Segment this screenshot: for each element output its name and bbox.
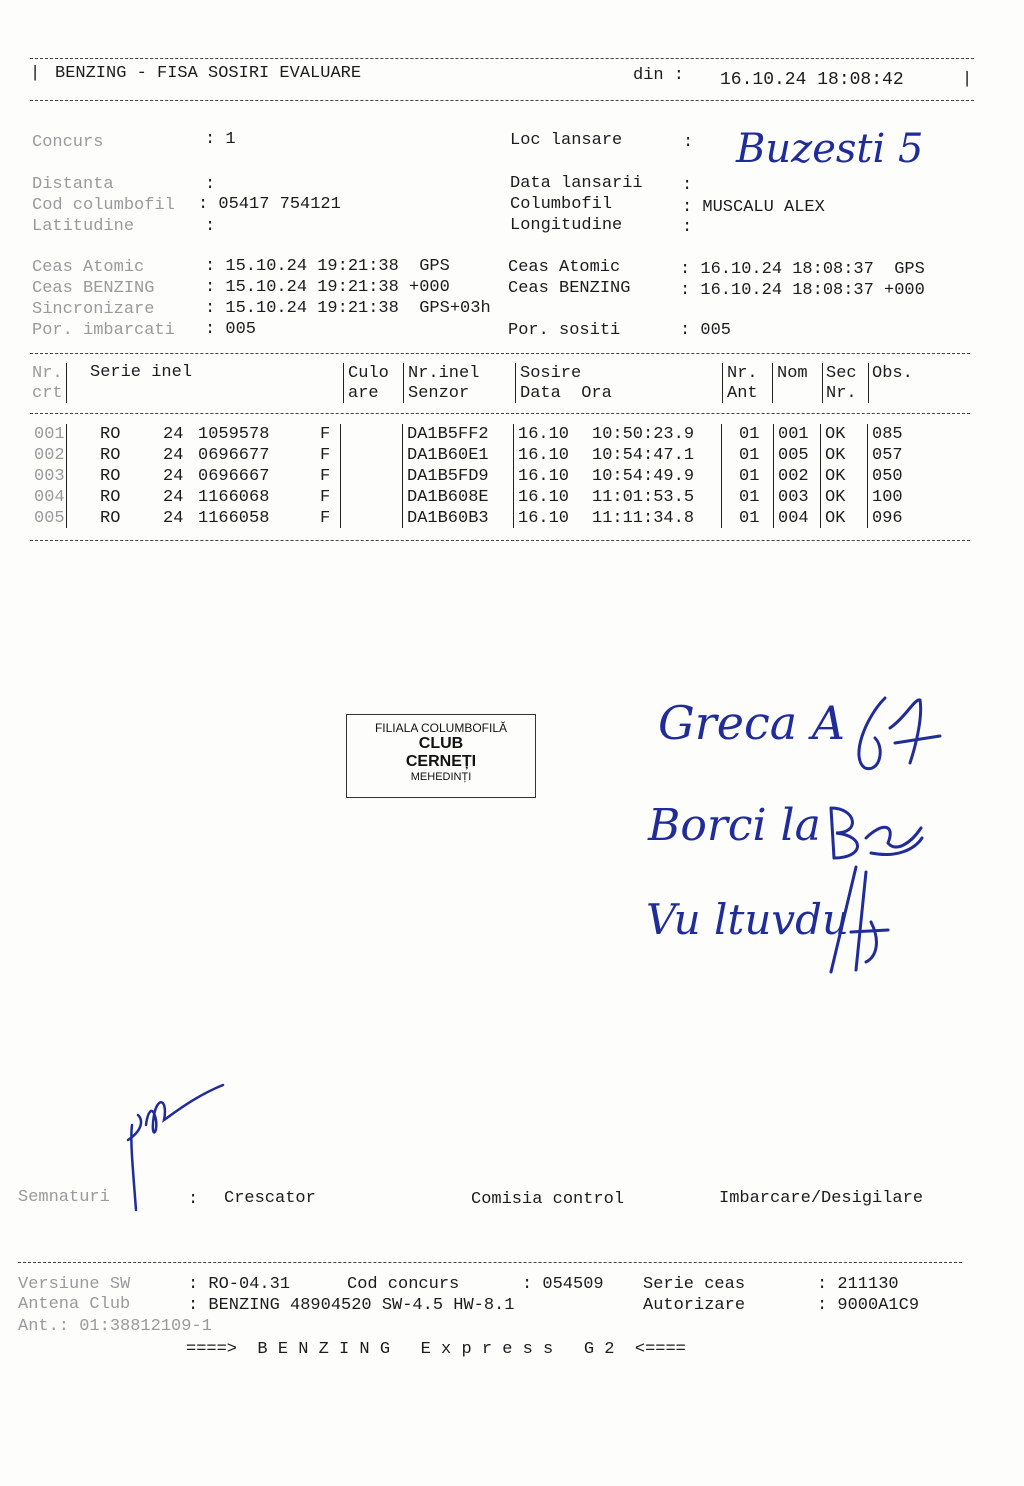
longitudine-label: Longitudine: [510, 216, 623, 235]
crescator-label: Crescator: [224, 1189, 316, 1208]
distanta-value: :: [205, 175, 216, 194]
row-ring-number: 1166068: [198, 488, 270, 507]
print-date: 16.10.24 18:08:42: [720, 70, 904, 90]
data-lansarii-label: Data lansarii: [510, 174, 643, 193]
document-title: BENZING - FISA SOSIRI EVALUARE: [55, 64, 362, 83]
row-country: RO: [100, 488, 121, 507]
row-sep: [773, 424, 774, 528]
handwritten-name-3: Vu ltuvdu: [646, 895, 850, 944]
col-obs-head: Obs.: [872, 364, 913, 383]
row-obs: 096: [872, 509, 903, 528]
row-sensor-id: DA1B60B3: [407, 509, 489, 528]
autorizare-value: : 9000A1C9: [817, 1296, 920, 1315]
stamp-line-4: MEHEDINȚI: [410, 771, 472, 783]
table-top-rule: [30, 353, 970, 354]
row-arrival-date: 16.10: [518, 425, 570, 444]
row-nr: 002: [34, 446, 65, 465]
data-lansarii-value: :: [682, 176, 693, 195]
row-nominated: 001: [778, 425, 809, 444]
row-year: 24: [163, 509, 184, 528]
serie-ceas-value: : 211130: [817, 1275, 899, 1294]
serie-ceas-label: Serie ceas: [643, 1275, 746, 1294]
row-year: 24: [163, 488, 184, 507]
row-antenna: 01: [739, 446, 760, 465]
signature-3: [826, 862, 896, 977]
table-header-rule: [30, 413, 970, 414]
distanta-label: Distanta: [32, 175, 114, 194]
row-nr: 003: [34, 467, 65, 486]
col-sosire-head-1: Sosire: [520, 364, 582, 383]
row-nominated: 004: [778, 509, 809, 528]
row-sex: F: [320, 467, 331, 486]
col-ant-head-1: Nr.: [727, 364, 758, 383]
stamp-line-2: CLUB: [418, 735, 464, 752]
club-stamp: [346, 714, 536, 798]
row-security: OK: [825, 467, 846, 486]
head-sep: [515, 363, 516, 403]
row-sensor-id: DA1B608E: [407, 488, 489, 507]
semnaturi-label: Semnaturi: [18, 1188, 110, 1207]
head-sep: [403, 363, 404, 403]
stamp-line-3: CERNEȚI: [405, 753, 477, 770]
row-year: 24: [163, 425, 184, 444]
row-country: RO: [100, 509, 121, 528]
head-sep: [722, 363, 723, 403]
cod-columbofil-label: Cod columbofil: [32, 196, 175, 215]
row-sex: F: [320, 425, 331, 444]
signature-1: [845, 688, 945, 778]
por-sositi-label: Por. sositi: [508, 321, 621, 340]
header-bottom-rule: [30, 100, 974, 101]
row-arrival-time: 10:50:23.9: [592, 425, 695, 444]
row-sensor-id: DA1B5FD9: [407, 467, 489, 486]
col-serie-head: Serie inel: [90, 363, 193, 382]
ceas-atomic-right-label: Ceas Atomic: [508, 258, 621, 277]
latitudine-value: :: [205, 217, 216, 236]
row-sep: [820, 424, 821, 528]
col-culoare-head-2: are: [348, 384, 379, 403]
row-arrival-date: 16.10: [518, 467, 570, 486]
ceas-atomic-label: Ceas Atomic: [32, 258, 145, 277]
row-nominated: 005: [778, 446, 809, 465]
header-left-bar: |: [30, 64, 41, 83]
row-ring-number: 0696677: [198, 446, 270, 465]
benzing-banner: ====> B E N Z I N G E x p r e s s G 2 <====: [186, 1340, 686, 1359]
row-obs: 085: [872, 425, 903, 444]
imbarcare-label: Imbarcare/Desigilare: [719, 1189, 924, 1208]
ceas-benzing-value: : 15.10.24 19:21:38 +000: [205, 278, 450, 297]
por-imbarcati-value: : 005: [205, 320, 257, 339]
row-sep: [340, 424, 341, 528]
row-antenna: 01: [739, 488, 760, 507]
row-year: 24: [163, 467, 184, 486]
row-nominated: 003: [778, 488, 809, 507]
col-nom-head: Nom: [777, 364, 808, 383]
loc-lansare-value: :: [683, 133, 694, 152]
row-sep: [513, 424, 514, 528]
row-antenna: 01: [739, 467, 760, 486]
row-ring-number: 1059578: [198, 425, 270, 444]
antena-value: : BENZING 48904520 SW-4.5 HW-8.1: [188, 1296, 515, 1315]
row-security: OK: [825, 488, 846, 507]
row-sex: F: [320, 509, 331, 528]
row-security: OK: [825, 509, 846, 528]
handwritten-release-place: Buzesti 5: [736, 126, 924, 172]
antenna-serial: Ant.: 01:38812109-1: [18, 1317, 212, 1336]
row-sep: [402, 424, 403, 528]
row-arrival-time: 10:54:49.9: [592, 467, 695, 486]
row-arrival-date: 16.10: [518, 509, 570, 528]
row-obs: 100: [872, 488, 903, 507]
row-country: RO: [100, 446, 121, 465]
row-year: 24: [163, 446, 184, 465]
row-obs: 057: [872, 446, 903, 465]
stamp-line-1: FILIALA COLUMBOFILĂ: [374, 721, 508, 735]
loc-lansare-label: Loc lansare: [510, 131, 623, 150]
table-bottom-rule: [30, 540, 970, 541]
row-sep: [721, 424, 722, 528]
row-sensor-id: DA1B60E1: [407, 446, 489, 465]
row-nr: 001: [34, 425, 65, 444]
cod-concurs-value: : 054509: [522, 1275, 604, 1294]
col-senzor-head-2: Senzor: [408, 384, 470, 403]
concurs-value: : 1: [205, 130, 236, 149]
ceas-benzing-label: Ceas BENZING: [32, 279, 155, 298]
autorizare-label: Autorizare: [643, 1296, 746, 1315]
row-sex: F: [320, 446, 331, 465]
row-nr: 005: [34, 509, 65, 528]
versiune-value: : RO-04.31: [188, 1275, 291, 1294]
row-nr: 004: [34, 488, 65, 507]
row-arrival-time: 11:11:34.8: [592, 509, 695, 528]
row-sep: [867, 424, 868, 528]
col-sosire-head-2: Data Ora: [520, 384, 612, 403]
row-antenna: 01: [739, 509, 760, 528]
comisia-control-label: Comisia control: [471, 1190, 625, 1209]
row-arrival-date: 16.10: [518, 488, 570, 507]
row-antenna: 01: [739, 425, 760, 444]
footer-rule: [18, 1262, 962, 1263]
col-nr-head-1: Nr.: [32, 364, 63, 383]
row-security: OK: [825, 446, 846, 465]
ceas-benzing-right-label: Ceas BENZING: [508, 279, 631, 298]
signature-2: [826, 798, 926, 868]
row-sensor-id: DA1B5FF2: [407, 425, 489, 444]
header-top-rule: [30, 58, 974, 59]
sincronizare-label: Sincronizare: [32, 300, 155, 319]
row-ring-number: 0696667: [198, 467, 270, 486]
row-sep: [66, 424, 67, 528]
row-sex: F: [320, 488, 331, 507]
head-sep: [822, 363, 823, 403]
cod-columbofil-value: : 05417 754121: [198, 195, 341, 214]
row-obs: 050: [872, 467, 903, 486]
row-arrival-time: 10:54:47.1: [592, 446, 695, 465]
date-label: din :: [633, 66, 685, 85]
latitudine-label: Latitudine: [32, 217, 135, 236]
sincronizare-value: : 15.10.24 19:21:38 GPS+03h: [205, 299, 491, 318]
cod-concurs-label: Cod concurs: [347, 1275, 460, 1294]
head-sep: [868, 363, 869, 403]
ceas-atomic-right-value: : 16.10.24 18:08:37 GPS: [680, 260, 925, 279]
head-sep: [66, 363, 67, 403]
row-arrival-date: 16.10: [518, 446, 570, 465]
head-sep: [772, 363, 773, 403]
col-sec-head-2: Nr.: [826, 384, 857, 403]
antena-label: Antena Club: [18, 1295, 131, 1314]
versiune-label: Versiune SW: [18, 1275, 131, 1294]
row-country: RO: [100, 425, 121, 444]
head-sep: [343, 363, 344, 403]
col-senzor-head-1: Nr.inel: [408, 364, 480, 383]
row-country: RO: [100, 467, 121, 486]
col-ant-head-2: Ant: [727, 384, 758, 403]
col-sec-head-1: Sec: [826, 364, 857, 383]
columbofil-label: Columbofil: [510, 195, 613, 214]
handwritten-name-2: Borci la: [648, 800, 821, 851]
row-security: OK: [825, 425, 846, 444]
semnaturi-colon: :: [188, 1190, 199, 1209]
row-nominated: 002: [778, 467, 809, 486]
row-ring-number: 1166058: [198, 509, 270, 528]
ceas-atomic-value: : 15.10.24 19:21:38 GPS: [205, 257, 450, 276]
por-imbarcati-label: Por. imbarcati: [32, 321, 175, 340]
concurs-label: Concurs: [32, 133, 104, 152]
col-culoare-head-1: Culo: [348, 364, 389, 383]
por-sositi-value: : 005: [680, 321, 732, 340]
row-arrival-time: 11:01:53.5: [592, 488, 695, 507]
signature-crescator: [118, 1080, 238, 1220]
header-right-bar: |: [962, 70, 973, 89]
longitudine-value: :: [682, 218, 693, 237]
handwritten-name-1: Greca A: [658, 696, 845, 750]
col-nr-head-2: crt: [32, 384, 63, 403]
ceas-benzing-right-value: : 16.10.24 18:08:37 +000: [680, 281, 925, 300]
columbofil-value: : MUSCALU ALEX: [682, 198, 825, 217]
